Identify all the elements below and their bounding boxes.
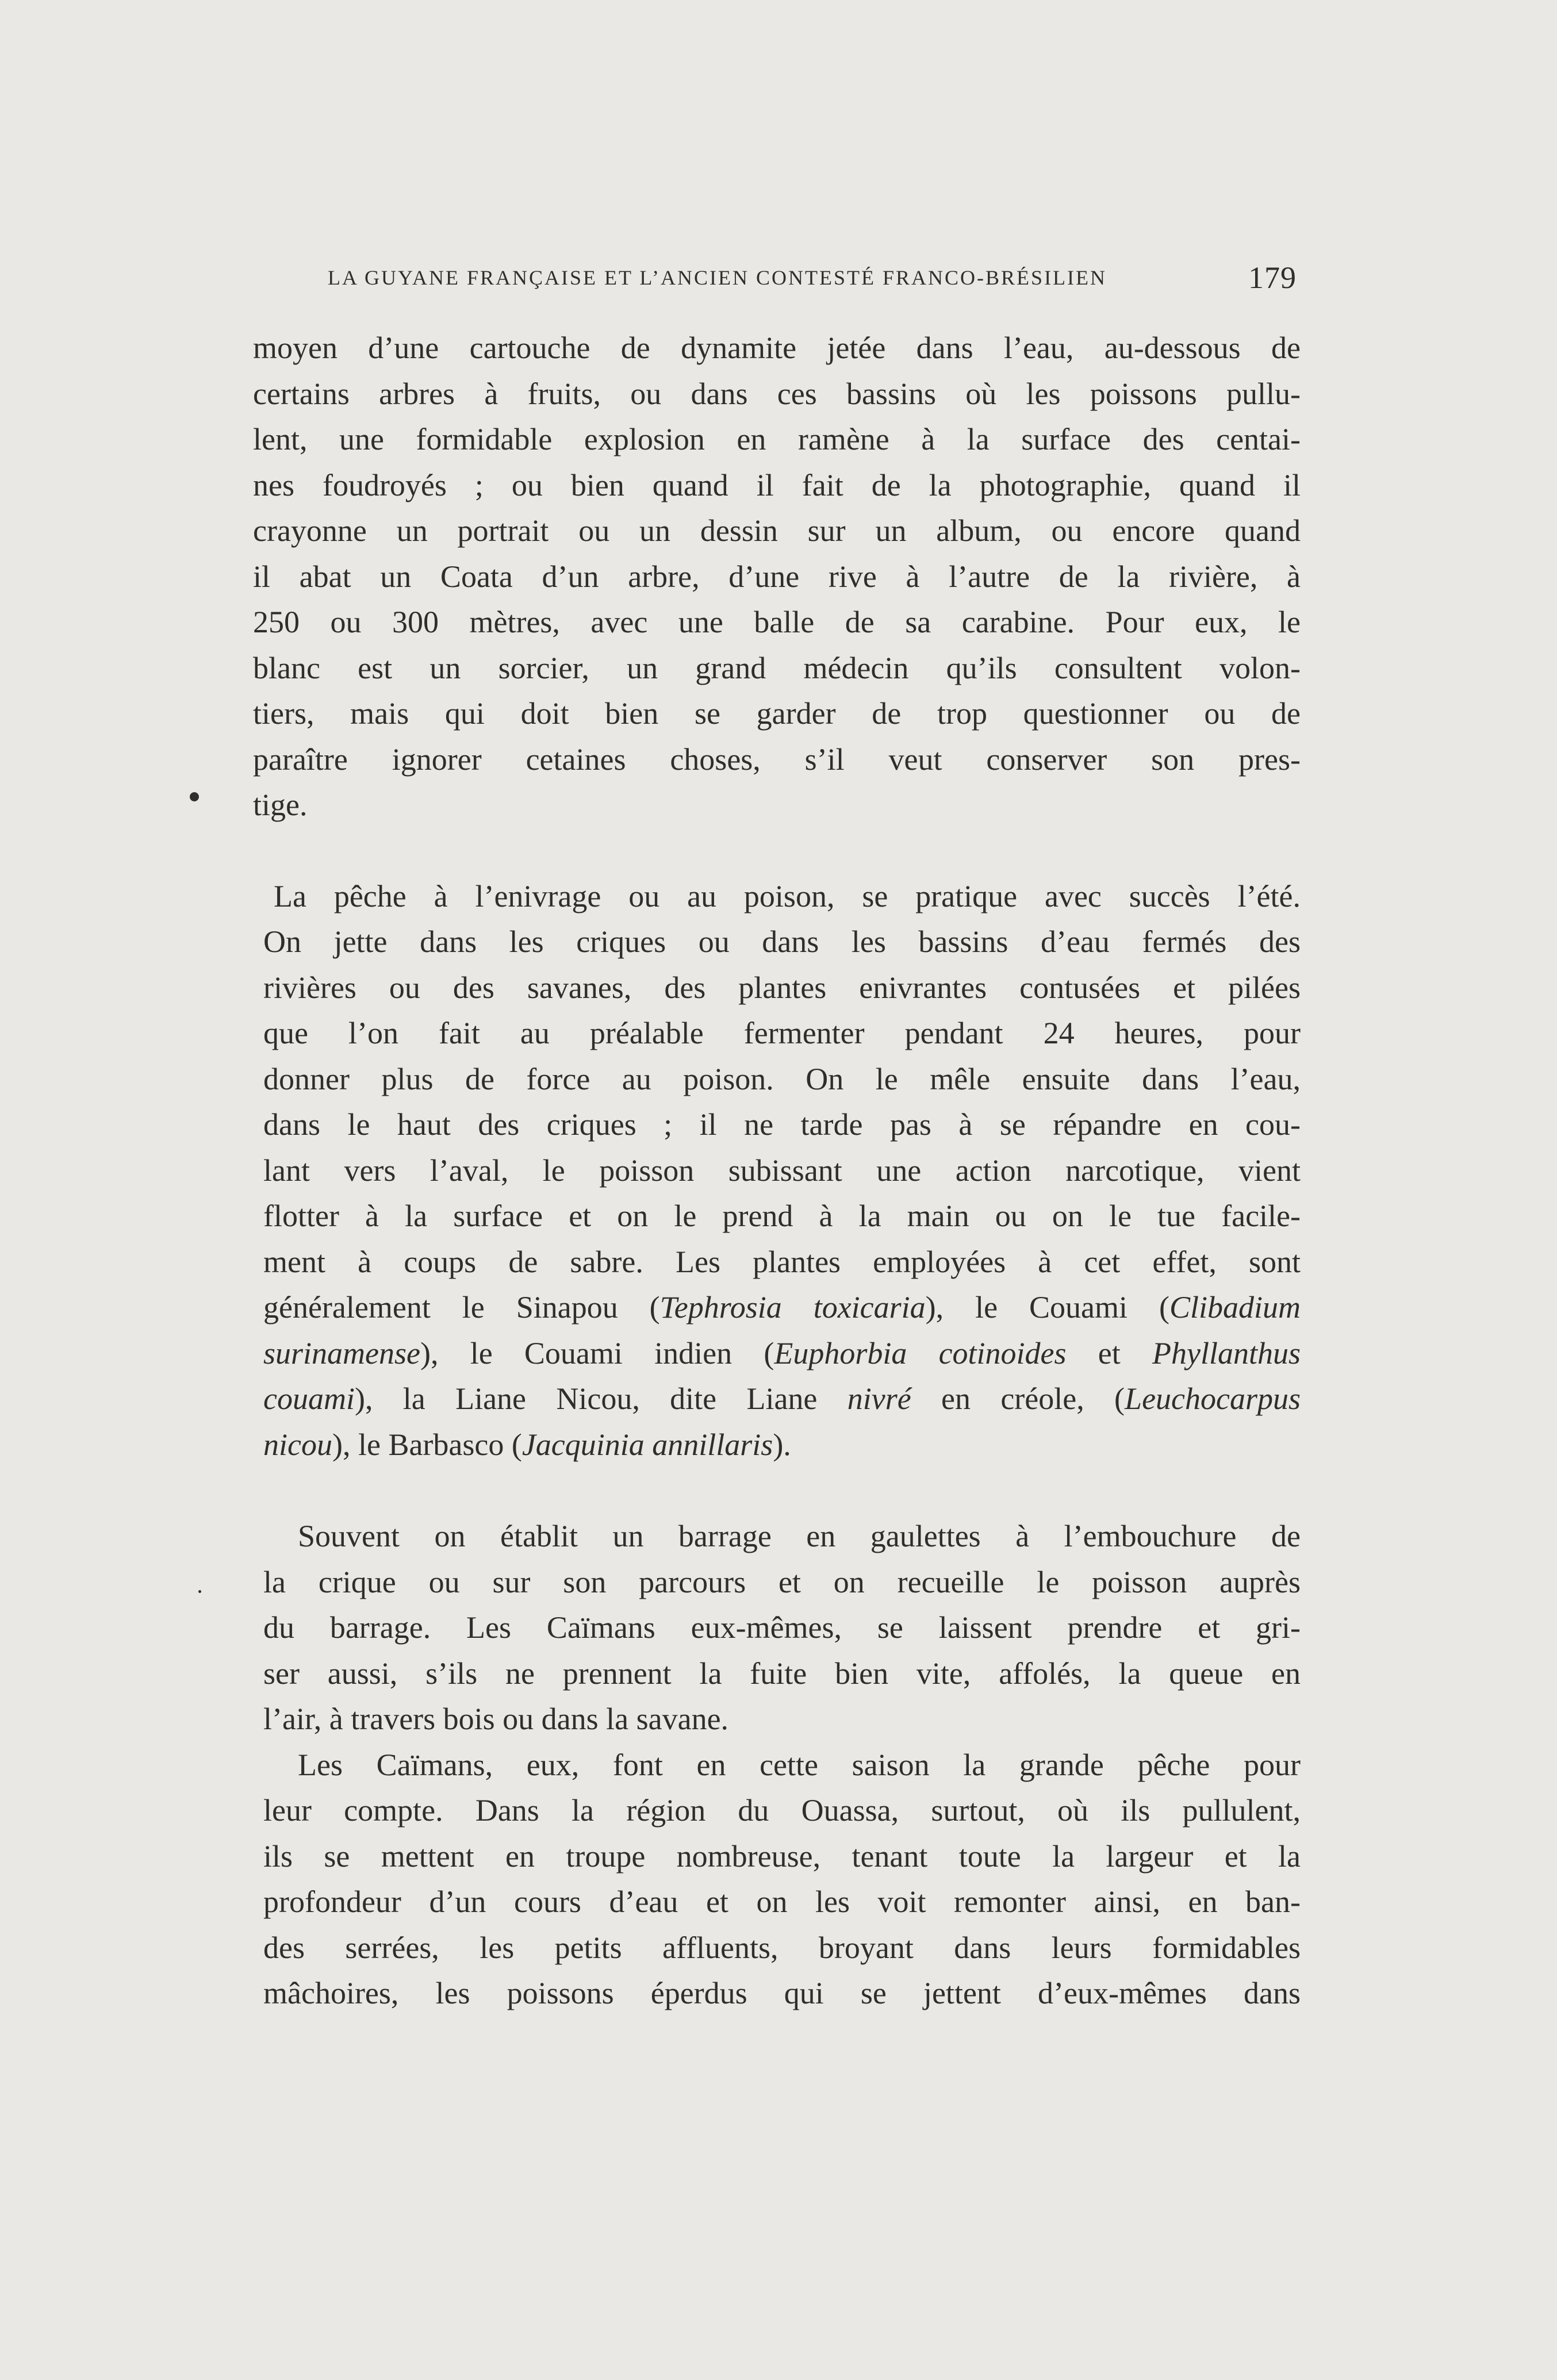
- text-line: tiers, mais qui doit bien se garder de trop questionner ou de: [253, 696, 1301, 731]
- text-line: des serrées, les petits affluents, broyant dans leurs formidables: [263, 1930, 1301, 1965]
- paragraph-spacer: [253, 828, 1301, 874]
- text-line: que l’on fait au préalable fermenter pendant 24 heures, pour: [263, 1016, 1301, 1050]
- paragraph-2: [253, 874, 1301, 1468]
- text-line: dans le haut des criques ; il ne tarde pas à se répandre en cou-: [263, 1107, 1301, 1142]
- text-line: On jette dans les criques ou dans les bassins d’eau fermés des: [263, 924, 1301, 959]
- text-line: donner plus de force au poison. On le mêle ensuite dans l’eau,: [263, 1061, 1301, 1096]
- text-line: 250 ou 300 mètres, avec une balle de sa carabine. Pour eux, le: [253, 605, 1301, 639]
- page-number: 179: [1248, 260, 1297, 295]
- running-head: [328, 258, 1297, 298]
- text-line-with-taxon: [263, 1331, 1301, 1377]
- text-fragment: en créole, (: [911, 1381, 1125, 1416]
- text-line: l’air, à travers bois ou dans la savane.: [263, 1702, 729, 1736]
- creole-term: nivré: [847, 1381, 911, 1416]
- text-line: du barrage. Les Caïmans eux-mêmes, se laissent prendre et gri-: [263, 1610, 1301, 1645]
- text-line: nes foudroyés ; ou bien quand il fait de la photographie, quand il: [253, 467, 1301, 502]
- text-fragment: ), la Liane Nicou, dite Liane: [354, 1381, 847, 1416]
- paragraph-spacer: [253, 1468, 1301, 1514]
- body-text: [253, 325, 1301, 2017]
- text-line: mâchoires, les poissons éperdus qui se jettent d’eux-mêmes dans: [263, 1976, 1301, 2010]
- text-line: la crique ou sur son parcours et on recueille le poisson auprès: [263, 1564, 1301, 1599]
- text-line: blanc est un sorcier, un grand médecin qu’ils consultent volon-: [253, 650, 1301, 685]
- text-line: ils se mettent en troupe nombreuse, tenant toute la largeur et la: [263, 1838, 1301, 1874]
- paragraph-4: [253, 1742, 1301, 2017]
- text-line: profondeur d’un cours d’eau et on les voit remonter ainsi, en ban-: [263, 1884, 1301, 1919]
- text-line-with-taxon: [263, 1376, 1301, 1422]
- taxon-name: Phyllanthus: [1152, 1335, 1301, 1371]
- text-line: Souvent on établit un barrage en gaulettes à l’embouchure de: [298, 1519, 1301, 1553]
- text-line: crayonne un portrait ou un dessin sur un album, ou encore quand: [253, 513, 1301, 548]
- text-fragment: ).: [773, 1427, 791, 1462]
- text-line: leur compte. Dans la région du Ouassa, surtout, où ils pullulent,: [263, 1793, 1301, 1828]
- taxon-name: Clibadium: [1169, 1290, 1301, 1325]
- margin-bullet-mark: [190, 792, 199, 801]
- text-line: lant vers l’aval, le poisson subissant une action narcotique, vient: [263, 1153, 1301, 1188]
- text-fragment: ), le Barbasco (: [332, 1427, 522, 1462]
- text-fragment: et: [1066, 1335, 1152, 1371]
- text-line: moyen d’une cartouche de dynamite jetée dans l’eau, au-dessous de: [253, 331, 1301, 365]
- taxon-name: Euphorbia cotinoides: [774, 1335, 1067, 1371]
- text-line: tige.: [253, 788, 308, 822]
- text-line-with-taxon: [263, 1285, 1301, 1331]
- paragraph-1: [253, 325, 1301, 828]
- taxon-name: nicou: [263, 1427, 332, 1462]
- text-line: Les Caïmans, eux, font en cette saison la grande pêche pour: [298, 1747, 1301, 1782]
- text-line: ment à coups de sabre. Les plantes employées à cet effet, sont: [263, 1244, 1301, 1279]
- text-fragment: ), le Couami (: [925, 1290, 1169, 1325]
- text-line: ser aussi, s’ils ne prennent la fuite bien vite, affolés, la queue en: [263, 1656, 1301, 1691]
- paragraph-3: [253, 1514, 1301, 1742]
- taxon-name: Jacquinia annillaris: [521, 1427, 773, 1462]
- text-fragment: ), le Couami indien (: [420, 1335, 774, 1371]
- taxon-name: couami: [263, 1381, 355, 1416]
- text-line: La pêche à l’enivrage ou au poison, se pratique avec succès l’été.: [274, 878, 1301, 913]
- text-line: paraître ignorer cetaines choses, s’il veut conserver son pres-: [253, 742, 1301, 777]
- text-line: flotter à la surface et on le prend à la main ou on le tue facile-: [263, 1199, 1301, 1233]
- taxon-name: Leuchocarpus: [1125, 1381, 1301, 1416]
- text-line-with-taxon: [263, 1422, 1301, 1468]
- text-line: rivières ou des savanes, des plantes enivrantes contusées et pilées: [263, 970, 1301, 1005]
- text-line: il abat un Coata d’un arbre, d’une rive à l’autre de la rivière, à: [253, 559, 1301, 594]
- text-fragment: généralement le Sinapou (: [263, 1290, 660, 1325]
- text-line: certains arbres à fruits, ou dans ces bassins où les poissons pullu-: [253, 376, 1301, 411]
- text-line: lent, une formidable explosion en ramène à la surface des centai-: [253, 422, 1301, 456]
- margin-dot-mark: [198, 1590, 201, 1593]
- taxon-name: Tephrosia toxicaria: [659, 1290, 926, 1325]
- taxon-name: surinamense: [263, 1335, 420, 1371]
- running-title: LA GUYANE FRANÇAISE ET L’ANCIEN CONTESTÉ FRANCO-BRÉSILIEN: [328, 266, 1107, 289]
